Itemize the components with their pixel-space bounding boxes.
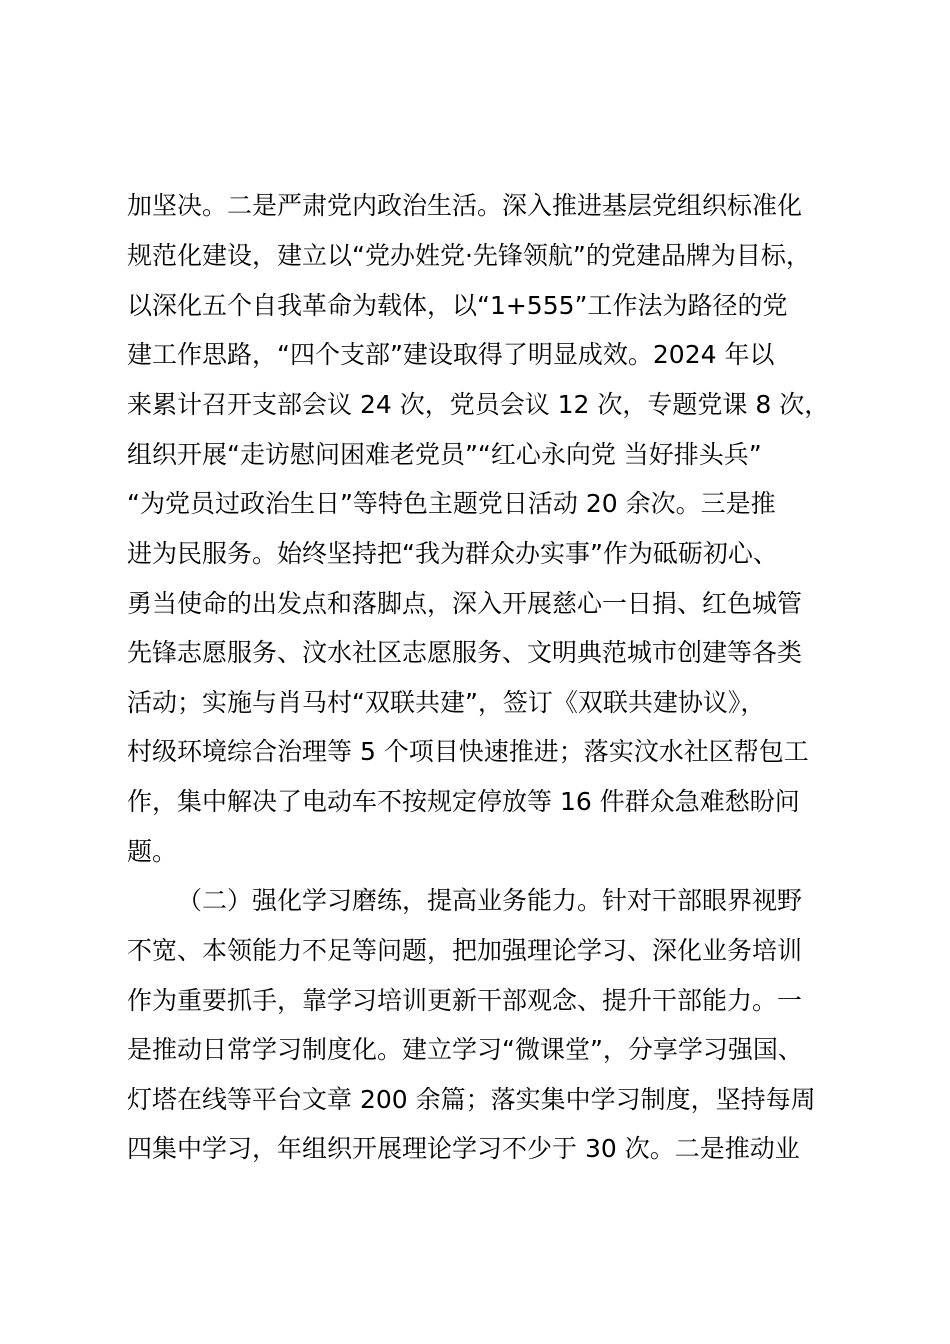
text-line: 以深化五个自我革命为载体，以“1+555”工作法为路径的党	[127, 291, 788, 320]
text-line: 进为民服务。始终坚持把“我为群众办实事”作为砥砺初心、	[127, 539, 778, 568]
text-line: “为党员过政治生日”等特色主题党日活动 20 余次。三是推	[127, 489, 776, 518]
text-line: 活动；实施与肖马村“双联共建”，签订《双联共建协议》，	[127, 688, 766, 717]
text-line: 作，集中解决了电动车不按规定停放等 16 件群众急难愁盼问	[127, 787, 800, 816]
text-line: 组织开展“走访慰问困难老党员”“红心永向党 当好排头兵”	[127, 440, 762, 469]
text-line: 作为重要抓手，靠学习培训更新干部观念、提升干部能力。一	[127, 986, 803, 1015]
text-line: 规范化建设，建立以“党办姓党·先锋领航”的党建品牌为目标，	[127, 241, 811, 270]
section-heading-line: （二）强化学习磨练，提高业务能力。针对干部眼界视野	[177, 886, 803, 915]
text-line: 灯塔在线等平台文章 200 余篇；落实集中学习制度，坚持每周	[127, 1085, 816, 1114]
text-line: 是推动日常学习制度化。建立学习“微课堂”，分享学习强国、	[127, 1035, 803, 1064]
text-line: 加坚决。二是严肃党内政治生活。深入推进基层党组织标准化	[127, 191, 803, 220]
text-line: 来累计召开支部会议 24 次，党员会议 12 次，专题党课 8 次，	[127, 390, 830, 419]
text-line: 四集中学习，年组织开展理论学习不少于 30 次。二是推动业	[127, 1134, 800, 1163]
text-line: 先锋志愿服务、汶水社区志愿服务、文明典范城市创建等各类	[127, 638, 803, 667]
text-line: 村级环境综合治理等 5 个项目快速推进；落实汶水社区帮包工	[127, 737, 809, 766]
text-line: 不宽、本领能力不足等问题，把加强理论学习、深化业务培训	[127, 936, 803, 965]
text-line: 建工作思路，“四个支部”建设取得了明显成效。2024 年以	[127, 340, 775, 369]
text-line: 勇当使命的出发点和落脚点，深入开展慈心一日捐、红色城管	[127, 589, 803, 618]
text-line: 题。	[127, 837, 178, 866]
